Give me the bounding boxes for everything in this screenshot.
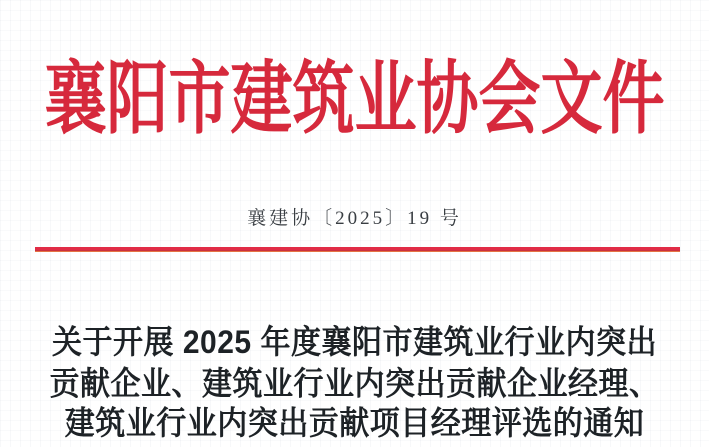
notice-title-line-3: 建筑业行业内突出贡献项目经理评选的通知 [64, 406, 645, 442]
red-header-rule [35, 247, 680, 252]
org-header-title: 襄阳市建筑业协会文件 [44, 57, 665, 145]
notice-title [0, 323, 709, 445]
notice-title-line-2: 贡献企业、建筑业行业内突出贡献企业经理、 [49, 365, 660, 402]
notice-title-line-1: 关于开展 2025 年度襄阳市建筑业行业内突出 [52, 325, 657, 361]
document-number: 襄建协〔2025〕19 号 [247, 208, 462, 229]
